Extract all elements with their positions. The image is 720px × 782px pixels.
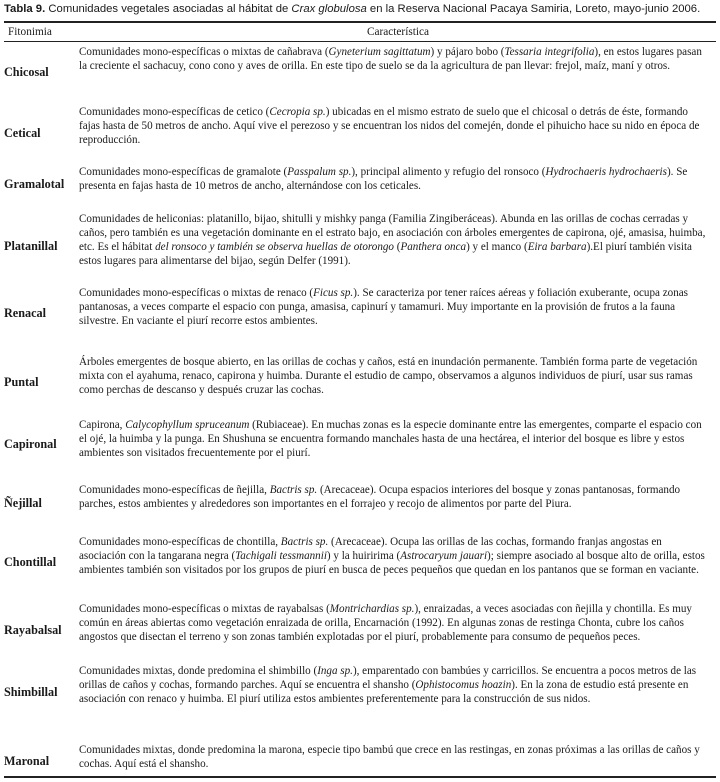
row-description: Comunidades mono-específicas de ñejilla, Bactris sp. (Arecaceae). Ocupa espacios interiores del bosque y zonas pantanosas, formando parches, estos ambientes y alrededores son importantes en el forrajeo y recojo de alimentos por parte del Piura. <box>79 484 681 510</box>
row-description: Árboles emergentes de bosque abierto, en las orillas de cochas y caños, está en inundación permanente. También forma parte de vegetación mixta con el ayahuma, renaco, capirona y huimba. Durante el estudio de campo, observamos a algunos individuos de piurí, usar sus ramas como perchas de descanso y después cruzar las cochas. <box>79 356 698 396</box>
row-name: Shimbillal <box>4 685 58 699</box>
row-name: Ñejillal <box>4 496 42 510</box>
row-description: Comunidades mono-específicas de gramalote (Passpalum sp.), principal alimento y refugio del ronsoco (Hydrochaeris hydrochaeris). Se presenta en fajas hasta de 10 metros de ancho, alternándose con los ceticales. <box>79 166 688 192</box>
table-top-rule <box>4 21 716 23</box>
row-name: Capironal <box>4 437 57 451</box>
table-bottom-rule <box>4 776 716 778</box>
row-name: Renacal <box>4 306 46 320</box>
row-name: Platanillal <box>4 239 58 253</box>
header-rule <box>4 41 716 42</box>
row-name: Puntal <box>4 375 39 389</box>
caption-label: Tabla 9. <box>4 3 46 15</box>
row-name: Rayabalsal <box>4 623 62 637</box>
row-description: Comunidades mono-específicas de chontilla, Bactris sp. (Arecaceae). Ocupa las orillas de las cochas, formando franjas angostas en asociación con la tangarana negra (Tachigali tessmannii) y la huiririma (Astrocaryum jauari); siempre asociado al bosque alto de orilla, estos ambientes también son visitados por los grupos de piurí en busca de peces pequeños que quedan en los pantanos que se forman en vaciante. <box>79 536 705 576</box>
row-description: Comunidades mono-específicas o mixtas de renaco (Ficus sp.). Se caracteriza por tener raíces aéreas y foliación exuberante, ocupa zonas pantanosas, a veces comparte el espacio con punga, amasisa, capinurí y tamamuri. Muy importante en la provisión de frutos a la fauna silvestre. En vaciante el piurí recorre estos ambientes. <box>79 287 688 327</box>
row-description: Comunidades mixtas, donde predomina la marona, especie tipo bambú que crece en las restingas, en zonas próximas a las orillas de caños y cochas. Aquí está el shansho. <box>79 744 700 770</box>
header-fitonimia: Fitonimia <box>8 26 52 38</box>
row-description: Comunidades mono-específicas de cetico (Cecropia sp.) ubicadas en el mismo estrato de suelo que el chicosal o detrás de éste, formando fajas hasta de 50 metros de ancho. Aquí vive el perezoso y se encuentran los nidos del comején, donde el pihuicho hace su nido en época de reproducción. <box>79 106 700 146</box>
caption-text: Comunidades vegetales asociadas al hábitat de <box>45 3 292 15</box>
row-description: Comunidades mixtas, donde predomina el shimbillo (Inga sp.), emparentado con bambúes y carricillos. Se encuentra a pocos metros de las orillas de caños y cochas, formando parches. Aquí se encuentra el shansho (Ophistocomus hoazin). En la zona de estudio está presente en asociación con renaco y huimba. El piurí utiliza estos ambientes preferentemente para la construcción de sus nidos. <box>79 665 697 705</box>
row-name: Cetical <box>4 126 41 140</box>
table-caption <box>4 1 716 17</box>
row-description: Comunidades mono-específicas o mixtas de cañabrava (Gyneterium sagittatum) y pájaro bobo (Tessaria integrifolia), en estos lugares pasan la creciente el sachacuy, cono cono y aves de orilla. En este tipo de suelo se da la agricultura de pan llevar: frejol, maíz, maní y otros. <box>79 46 702 72</box>
row-description: Capirona, Calycophyllum spruceanum (Rubiaceae). En muchas zonas es la especie dominante entre las emergentes, comparte el espacio con el ojé, la huimba y la punga. En Shushuna se encuentra formando manchales hasta de una hectárea, el interior del bosque es libre y estos ambientes son visitados frecuentemente por el piurí. <box>79 419 702 459</box>
caption-text-end: en la Reserva Nacional Pacaya Samiria, Loreto, mayo-junio 2006. <box>366 3 701 15</box>
row-description: Comunidades de heliconias: platanillo, bijao, shitulli y mishky panga (Familia Zingiberáceas). Abunda en las orillas de cochas cerradas y caños, pero también es una vegetación dominante en el estrato bajo, en asociación con árboles emergentes de capirona, ojé, amasisa, huimba, etc. Es el hábitat del ronsoco y también se observa huellas de otorongo (Panthera onca) y el manco (Eira barbara).El piurí también visita estos lugares para alimentarse del bijao, según Delfer (1991). <box>79 213 706 267</box>
header-caracteristica: Característica <box>366 26 430 38</box>
row-name: Maronal <box>4 754 50 768</box>
caption-species: Crax globulosa <box>291 3 367 15</box>
row-name: Gramalotal <box>4 177 65 191</box>
row-name: Chontillal <box>4 555 57 569</box>
row-description: Comunidades mono-específicas o mixtas de rayabalsas (Montrichardias sp.), enraizadas, a veces asociadas con ñejilla y chontilla. Es muy común en áreas abiertas como vegetación enraizada de orilla, Encarnación (1992). En algunas zonas de restinga Chonta, cubre los caños angostos que disectan el terreno y son zonas también explotadas por el piurí, probablemente para consumo de pequeños peces. <box>79 603 692 643</box>
row-name: Chicosal <box>4 65 49 79</box>
